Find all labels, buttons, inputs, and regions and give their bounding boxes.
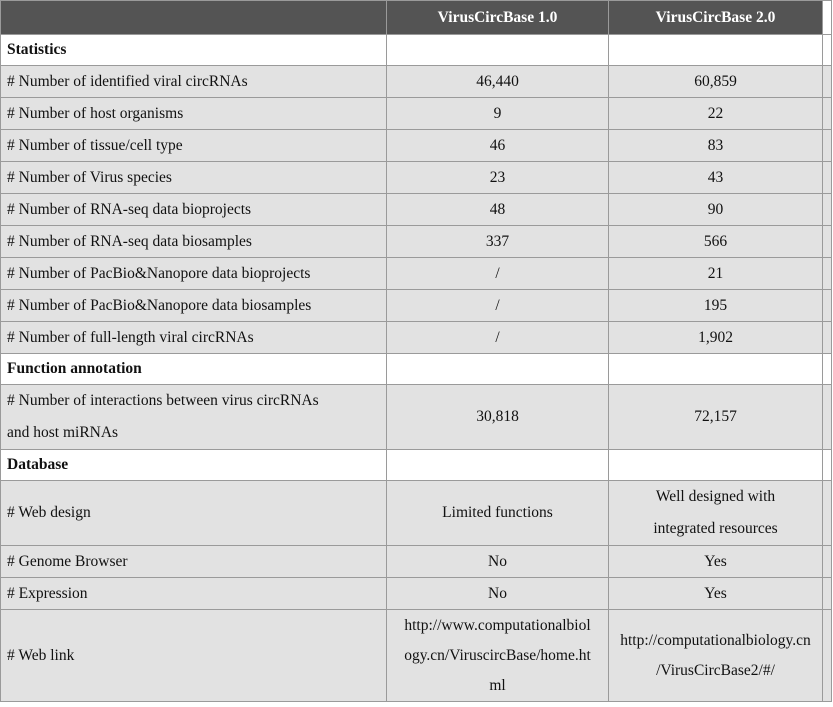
table-row: [1, 290, 832, 322]
web-link-v2[interactable]: [609, 610, 823, 702]
section-row: [1, 450, 832, 481]
row-label: # Number of Virus species: [1, 162, 387, 194]
row-label: # Number of tissue/cell type: [1, 130, 387, 162]
row-label: # Number of RNA-seq data biosamples: [1, 226, 387, 258]
value-v1: No: [387, 546, 609, 578]
table-row: [1, 385, 832, 450]
value-v2: [609, 481, 823, 546]
link-line[interactable]: ml: [489, 676, 506, 694]
table-row: [1, 66, 832, 98]
section-row: [1, 35, 832, 66]
link-line[interactable]: http://www.computationalbiol: [404, 616, 591, 634]
table-row: [1, 546, 832, 578]
section-row: [1, 354, 832, 385]
row-label-line: # Number of interactions between virus circRNAs: [7, 392, 319, 409]
row-label: # Number of identified viral circRNAs: [1, 66, 387, 98]
value-line: Well designed with: [655, 488, 776, 505]
row-label: # Number of host organisms: [1, 98, 387, 130]
value-v1: Limited functions: [387, 481, 609, 546]
value-v1: No: [387, 578, 609, 610]
value-v2: 21: [609, 258, 823, 290]
table-row: [1, 578, 832, 610]
value-v2: 90: [609, 194, 823, 226]
value-v2: Yes: [609, 578, 823, 610]
table-row: [1, 481, 832, 546]
row-label: # Number of RNA-seq data bioprojects: [1, 194, 387, 226]
value-v2: 83: [609, 130, 823, 162]
link-line[interactable]: /VirusCircBase2/#/: [656, 661, 775, 679]
value-v1: /: [387, 258, 609, 290]
row-label: # Web design: [1, 481, 387, 546]
value-v2: Yes: [609, 546, 823, 578]
value-v1: /: [387, 290, 609, 322]
value-v1: 46,440: [387, 66, 609, 98]
row-end-mark: [823, 1, 832, 35]
value-v1: 30,818: [387, 385, 609, 450]
table-row: [1, 226, 832, 258]
section-title-statistics: Statistics: [1, 35, 387, 66]
row-label: # Number of full-length viral circRNAs: [1, 322, 387, 354]
header-row: [1, 1, 832, 35]
value-v2: 566: [609, 226, 823, 258]
value-v1: /: [387, 322, 609, 354]
link-line[interactable]: http://computationalbiology.cn: [620, 631, 811, 649]
header-version-1: VirusCircBase 1.0: [387, 1, 609, 35]
table-row: [1, 130, 832, 162]
table-row: [1, 610, 832, 702]
web-link-v1[interactable]: [387, 610, 609, 702]
row-label: # Genome Browser: [1, 546, 387, 578]
table-row: [1, 98, 832, 130]
header-blank: [1, 1, 387, 35]
row-label: [1, 385, 387, 450]
value-v2: 195: [609, 290, 823, 322]
value-v2: 1,902: [609, 322, 823, 354]
header-version-2: VirusCircBase 2.0: [609, 1, 823, 35]
row-label-line: and host miRNAs: [7, 424, 119, 441]
table-row: [1, 194, 832, 226]
row-label: # Number of PacBio&Nanopore data biosamples: [1, 290, 387, 322]
table-row: [1, 258, 832, 290]
section-title-function-annotation: Function annotation: [1, 354, 387, 385]
section-title-database: Database: [1, 450, 387, 481]
value-v1: 46: [387, 130, 609, 162]
value-v1: 23: [387, 162, 609, 194]
link-line[interactable]: ogy.cn/ViruscircBase/home.ht: [404, 646, 591, 664]
value-v2: 22: [609, 98, 823, 130]
table-row: [1, 322, 832, 354]
table-row: [1, 162, 832, 194]
value-v2: 43: [609, 162, 823, 194]
value-v1: 48: [387, 194, 609, 226]
row-label: # Number of PacBio&Nanopore data bioprojects: [1, 258, 387, 290]
value-v1: 9: [387, 98, 609, 130]
value-line: integrated resources: [653, 520, 778, 537]
value-v2: 72,157: [609, 385, 823, 450]
value-v2: 60,859: [609, 66, 823, 98]
row-label: # Web link: [1, 610, 387, 702]
row-label: # Expression: [1, 578, 387, 610]
value-v1: 337: [387, 226, 609, 258]
